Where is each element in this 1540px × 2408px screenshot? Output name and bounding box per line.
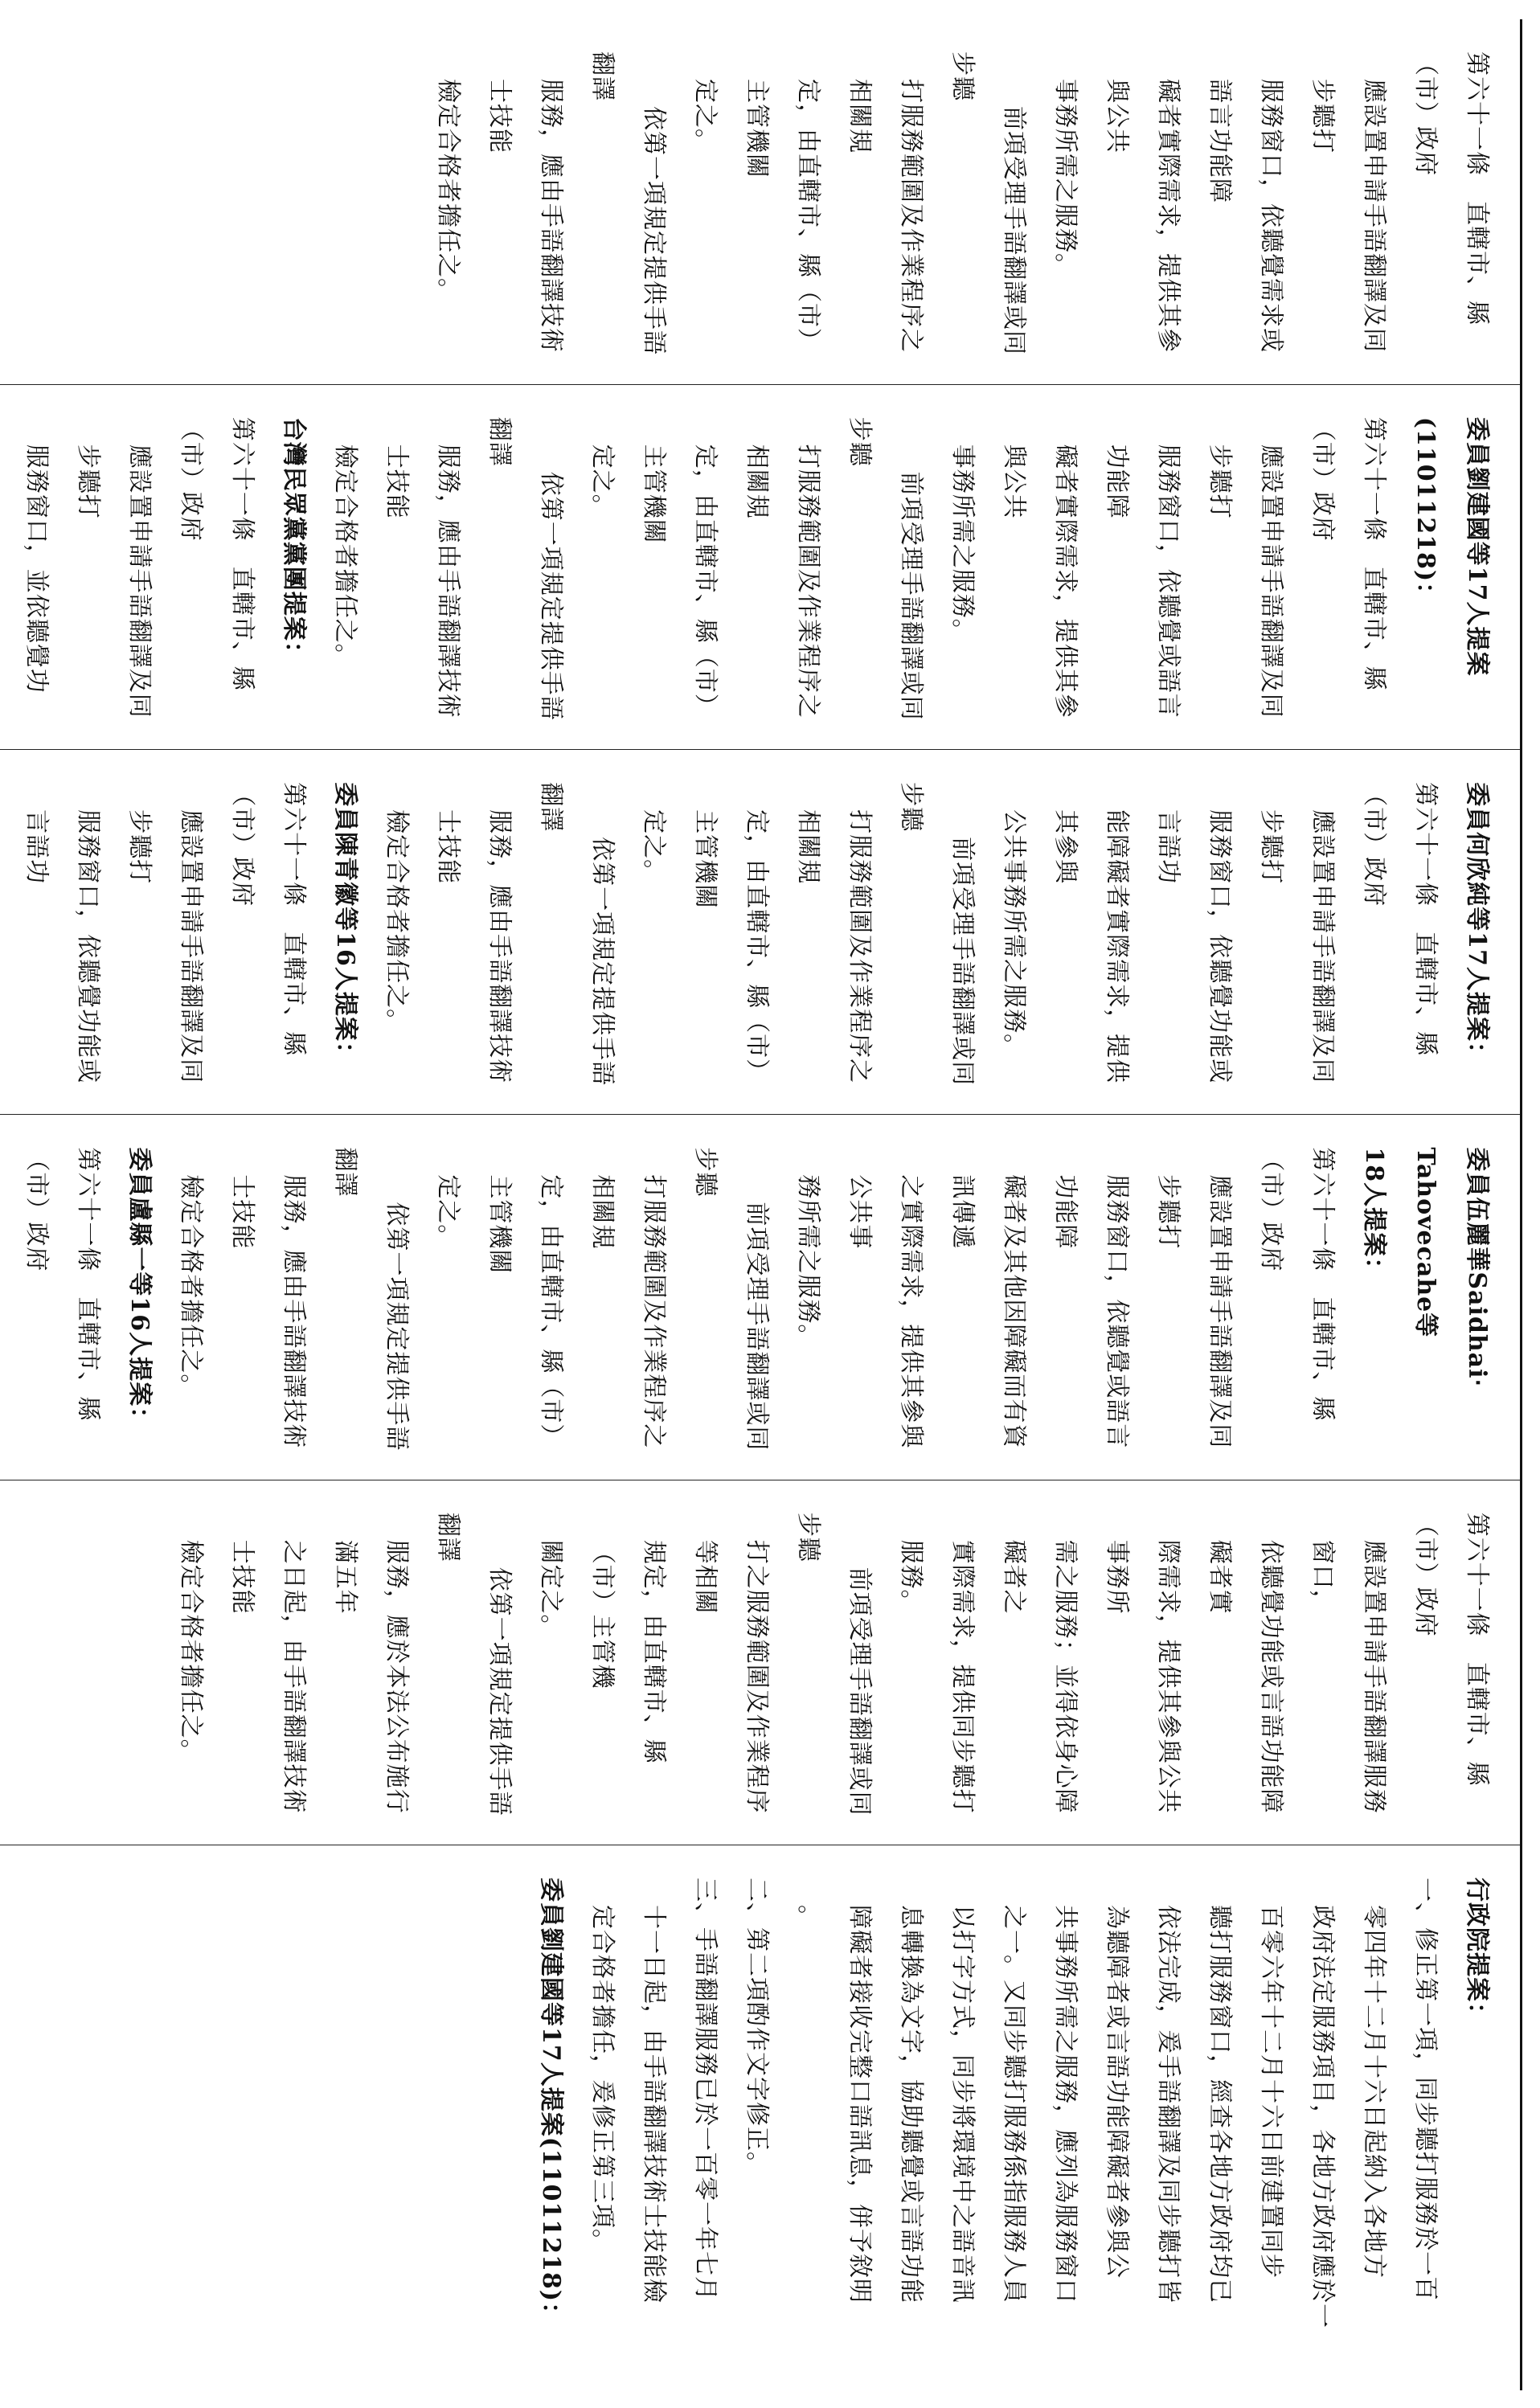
text-line: 定之。 bbox=[691, 79, 719, 154]
text-line: 第六十一條 直轄市、縣（市）政府 bbox=[23, 1147, 102, 1422]
cell-current-article bbox=[0, 19, 1522, 384]
text-line: 定之。 bbox=[640, 809, 668, 885]
text-line: 實際需求，提供同步聽打服務。 bbox=[897, 1539, 977, 1814]
text-line: 檢定合格者擔任之。 bbox=[331, 444, 359, 669]
text-line: 第六十一條 直轄市、縣（市）政府 bbox=[177, 416, 256, 691]
text-line: 前項受理手語翻譯或同步聽 bbox=[794, 1512, 874, 1816]
explanation-heading: 行政院提案： bbox=[1463, 1877, 1491, 2027]
text-line: 二、第二項酌作文字修正。 bbox=[743, 1877, 771, 2177]
text-line: 檢定合格者擔任之。 bbox=[177, 1539, 205, 1764]
text-line: 務所需之服務。 bbox=[794, 1174, 822, 1349]
text-line: 服務，應於本法公布施行滿五年 bbox=[331, 1539, 411, 1814]
text-line: 十一日起，由手語翻譯技術士技能檢 bbox=[640, 1904, 668, 2304]
proposal-heading: 委員何欣純等17人提案： bbox=[1463, 782, 1491, 1067]
proposal-heading: 委員盧縣一等16人提案： bbox=[125, 1147, 154, 1432]
text-line: 應設置申請手語翻譯及同步聽打 bbox=[125, 809, 205, 1084]
text-line: 礙者及其他因障礙而有資訊傳遞 bbox=[948, 1174, 1028, 1449]
text-line: 依第一項規定提供手語翻譯 bbox=[537, 782, 616, 1087]
text-line: 依第一項規定提供手語翻譯 bbox=[331, 1147, 411, 1452]
text-line: 依聽覺功能或言語功能障礙者實 bbox=[1206, 1539, 1285, 1814]
text-line: 一、修正第一項，同步聽打服務於一百 bbox=[1411, 1877, 1440, 2301]
text-line: 第六十一條 直轄市、縣（市）政府 bbox=[228, 782, 308, 1057]
text-line: 規定，由直轄市、縣（市）主管機 bbox=[588, 1539, 668, 1764]
proposal-heading: 委員劉建國等17人提案(11011218)： bbox=[1411, 416, 1491, 677]
text-line: 第六十一條 直轄市、縣（市）政府 bbox=[1360, 782, 1440, 1057]
text-line: 三、手語翻譯服務已於一百零一年七月 bbox=[691, 1877, 719, 2301]
proposal-heading: 台灣民眾黨黨團提案： bbox=[280, 416, 308, 666]
text-line: 應設置申請手語翻譯及同步聽打 bbox=[1206, 444, 1285, 719]
text-line: 服務，應由手語翻譯技術士技能 bbox=[228, 1174, 308, 1449]
text-line: 定，由直轄市、縣（市）主管機關 bbox=[743, 79, 822, 353]
text-line: 應設置申請手語翻譯服務窗口， bbox=[1309, 1539, 1388, 1814]
text-line: 服務窗口，並依聽覺功 bbox=[23, 444, 51, 694]
text-line: 政府法定服務項目，各地方政府應於一 bbox=[1309, 1904, 1337, 2328]
text-line: 礙者實際需求，提供其參與公共 bbox=[1000, 444, 1079, 719]
text-line: 之實際需求，提供其參與公共事 bbox=[846, 1174, 925, 1449]
text-line: 定之。 bbox=[434, 1174, 462, 1250]
text-line: 第六十一條 直轄市、縣（市）政府 bbox=[1309, 416, 1388, 691]
proposal-heading: 委員伍麗華Saidhai‧Tahovecahe等 bbox=[1411, 1147, 1491, 1388]
text-line: 依法完成，爰手語翻譯及同步聽打皆 bbox=[1154, 1904, 1182, 2304]
text-line: 事務所需之服務。 bbox=[1051, 79, 1079, 278]
text-line: 定之。 bbox=[588, 444, 616, 519]
text-line: 打服務範圍及作業程序之相關規 bbox=[794, 809, 874, 1084]
text-line: 檢定合格者擔任之。 bbox=[383, 809, 411, 1034]
text-line: 之一。又同步聽打服務係指服務人員 bbox=[1000, 1904, 1028, 2304]
text-line: 服務窗口，依聽覺功能或言語功 bbox=[23, 809, 102, 1084]
text-line: 聽打服務窗口，經查各地方政府均已 bbox=[1206, 1904, 1234, 2304]
text-line: 第六十一條 直轄市、縣（市）政府 bbox=[1411, 1512, 1491, 1787]
text-line: 打之服務範圍及作業程序等相關 bbox=[691, 1539, 771, 1814]
text-line bbox=[0, 782, 10, 1093]
cell-proposal-he bbox=[0, 750, 1522, 1115]
text-line: 定，由直轄市、縣（市）主管機關 bbox=[640, 444, 719, 719]
text-line: 第六十一條 直轄市、縣（市）政府 bbox=[1257, 1147, 1337, 1422]
text-line: 應設置申請手語翻譯及同步聽打 bbox=[1309, 79, 1388, 353]
text-line: 公共事務所需之服務。 bbox=[1000, 809, 1028, 1059]
text-line: 之日起，由手語翻譯技術士技能 bbox=[228, 1539, 308, 1814]
text-line: 以打字方式，同步將環境中之語音訊 bbox=[948, 1904, 977, 2304]
cell-explanation bbox=[0, 1845, 1522, 2390]
text-line: 打服務範圍及作業程序之相關規 bbox=[846, 79, 925, 353]
text-line: 服務窗口，依聽覺功能或言語功 bbox=[1154, 809, 1234, 1084]
text-line: 打服務範圍及作業程序之相關規 bbox=[588, 1174, 668, 1449]
explanation-heading: 委員劉建國等17人提案(11011218)： bbox=[537, 1877, 565, 2328]
text-line: 服務，應由手語翻譯技術士技能 bbox=[485, 79, 565, 353]
text-line: 服務窗口，依聽覺需求或語言功能障 bbox=[1206, 79, 1285, 353]
text-line: 應設置申請手語翻譯及同步聽打 bbox=[74, 444, 154, 719]
text-line: 服務窗口，依聽覺或語言功能障 bbox=[1103, 444, 1182, 719]
text-line: 障礙者接收完整口語訊息，併予敘明 bbox=[846, 1904, 874, 2304]
proposal-heading-cont: 18人提案： bbox=[1360, 1147, 1388, 1283]
text-line: 息轉換為文字，協助聽覺或言語功能 bbox=[897, 1904, 925, 2304]
text-line: 礙者實際需求，提供其參與公共 bbox=[1103, 79, 1182, 353]
text-line: 服務，應由手語翻譯技術士技能 bbox=[434, 809, 514, 1084]
text-line: 百零六年十二月十六日前建置同步 bbox=[1257, 1904, 1285, 2279]
text-line: 前項受理手語翻譯或同步聽 bbox=[897, 782, 977, 1087]
comparison-table bbox=[0, 19, 1522, 2390]
text-line: 應設置申請手語翻譯及同步聽打 bbox=[1257, 809, 1337, 1084]
text-line: 應設置申請手語翻譯及同步聽打 bbox=[1154, 1174, 1234, 1449]
text-line: 服務，應由手語翻譯技術士技能 bbox=[383, 444, 462, 719]
text-line: 依第一項規定提供手語翻譯 bbox=[588, 51, 668, 355]
cell-proposal-wu bbox=[0, 1115, 1522, 1480]
text-line: 能障礙者實際需求，提供其參與 bbox=[1051, 809, 1131, 1084]
text-line: 依第一項規定提供手語翻譯 bbox=[485, 416, 565, 721]
text-line: 際需求，提供其參與公共事務所 bbox=[1103, 1539, 1182, 1814]
text-line: 事務所需之服務。 bbox=[948, 444, 977, 644]
table-row-upper bbox=[0, 19, 1522, 2390]
text-line: 服務窗口，依聽覺或語言功能障 bbox=[1051, 1174, 1131, 1449]
text-line: 檢定合格者擔任之。 bbox=[177, 1174, 205, 1399]
text-line: 前項受理手語翻譯或同步聽 bbox=[948, 51, 1028, 355]
text-line: 前項受理手語翻譯或同步聽 bbox=[846, 416, 925, 721]
text-line: 。 bbox=[794, 1904, 822, 1930]
text-line: 依第一項規定提供手語翻譯 bbox=[434, 1512, 514, 1816]
text-line: 關定之。 bbox=[537, 1539, 565, 1640]
text-line: 第六十一條 直轄市、縣（市）政府 bbox=[1411, 51, 1491, 326]
text-line bbox=[0, 1147, 10, 1458]
cell-proposal-liu bbox=[0, 384, 1522, 749]
text-line: 定合格者擔任，爰修正第三項。 bbox=[588, 1904, 616, 2254]
text-line: 定，由直轄市、縣（市）主管機關 bbox=[485, 1174, 565, 1449]
text-line: 檢定合格者擔任之。 bbox=[434, 79, 462, 303]
text-line: 前項受理手語翻譯或同步聽 bbox=[691, 1147, 771, 1452]
text-line: 共事務所需之服務，應列為服務窗口 bbox=[1051, 1904, 1079, 2304]
cell-executive-article bbox=[0, 1480, 1522, 1845]
text-line: 為聽障者或言語功能障礙者參與公 bbox=[1103, 1904, 1131, 2279]
text-line: 需之服務；並得依身心障礙者之 bbox=[1000, 1539, 1079, 1814]
text-line: 定，由直轄市、縣（市）主管機關 bbox=[691, 809, 771, 1084]
text-line: 打服務範圍及作業程序之相關規 bbox=[743, 444, 822, 719]
text-line: 零四年十二月十六日起納入各地方 bbox=[1360, 1904, 1388, 2279]
proposal-heading: 委員陳青徽等16人提案： bbox=[331, 782, 359, 1067]
